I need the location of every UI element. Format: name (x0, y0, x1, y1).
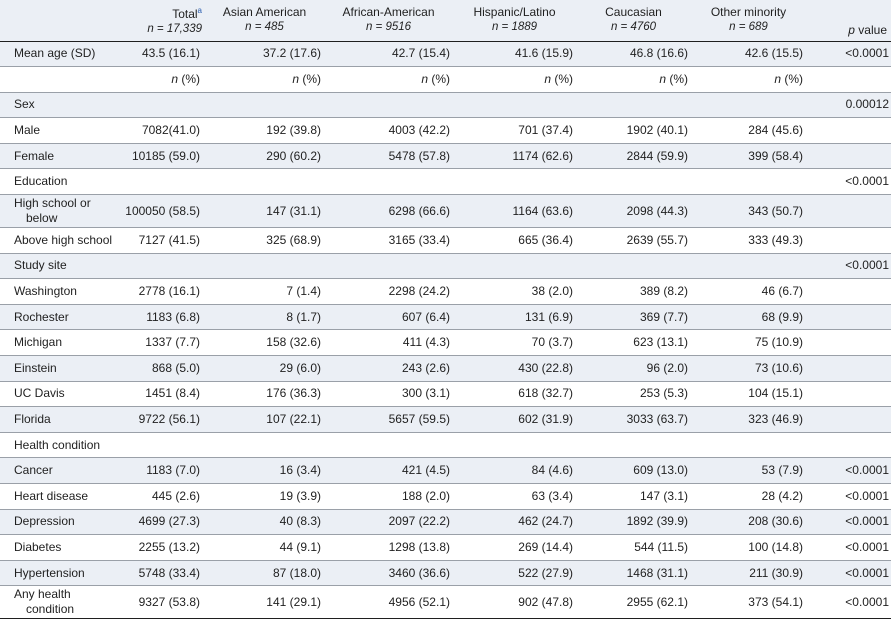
p-value-cell (809, 279, 891, 305)
table-cell: 192 (39.8) (266, 123, 321, 138)
table-cell: 607 (6.4) (401, 309, 450, 324)
table-cell: 1298 (13.8) (388, 539, 450, 554)
table-cell (694, 169, 809, 195)
table-cell: 399 (58.4) (748, 148, 803, 163)
p-value-cell (809, 228, 891, 254)
table-cell: 68 (9.9) (761, 309, 803, 324)
table-cell: 46.8 (16.6) (629, 46, 688, 61)
table-cell (120, 253, 208, 279)
table-cell: 609 (13.0) (633, 463, 688, 478)
table-cell: 343 (50.7) (748, 203, 803, 218)
table-cell: 2639 (55.7) (626, 232, 688, 247)
n-symbol: n (774, 71, 781, 86)
p-value-cell: 0.00012 (845, 97, 889, 112)
table-cell (327, 432, 456, 458)
table-row (0, 169, 891, 195)
p-italic: p (848, 22, 855, 37)
table-cell: 544 (11.5) (634, 539, 688, 554)
table-cell: 284 (45.6) (748, 123, 803, 138)
table-cell (694, 92, 809, 118)
table-cell: 2955 (62.1) (626, 594, 688, 609)
table-row (0, 228, 891, 254)
row-label-text: High school or (14, 196, 91, 211)
row-label (0, 509, 120, 535)
col-header-african-american (327, 0, 456, 41)
table-cell (120, 92, 208, 118)
row-label (0, 356, 120, 382)
p-value-cell (809, 356, 891, 382)
table-cell: 445 (2.6) (151, 488, 200, 503)
table-header (0, 0, 891, 41)
row-label (0, 41, 120, 67)
table-cell: 462 (24.7) (518, 514, 573, 529)
table-row (0, 484, 891, 510)
row-label (0, 253, 120, 279)
table-cell: 107 (22.1) (266, 412, 321, 427)
row-label-text: Male (14, 123, 41, 138)
row-label (0, 535, 120, 561)
table-cell: 40 (8.3) (279, 514, 321, 529)
table-cell: 2097 (22.2) (388, 514, 450, 529)
table-cell (579, 253, 694, 279)
row-label (0, 92, 120, 118)
table-cell: 1902 (40.1) (626, 123, 688, 138)
percent-label: (%) (781, 71, 803, 86)
col-header-caucasian (579, 0, 694, 41)
table-cell: 188 (2.0) (401, 488, 450, 503)
table-cell: 176 (36.3) (266, 386, 321, 401)
col-header-p-value (809, 0, 891, 41)
table-cell: 75 (10.9) (754, 335, 803, 350)
row-label-text: Female (14, 148, 55, 163)
table-row (0, 195, 891, 228)
table-cell (456, 253, 579, 279)
table-cell: 70 (3.7) (531, 335, 573, 350)
row-label (0, 67, 120, 93)
table-cell: 7127 (41.5) (138, 232, 200, 247)
p-value-cell: <0.0001 (845, 174, 889, 189)
table-row (0, 509, 891, 535)
table-cell (579, 432, 694, 458)
table-cell: 19 (3.9) (279, 488, 321, 503)
table-cell: 411 (4.3) (402, 335, 450, 350)
table-cell: 4956 (52.1) (388, 594, 450, 609)
table-cell (120, 67, 208, 93)
table-cell: 28 (4.2) (761, 488, 803, 503)
table-cell (208, 432, 327, 458)
table-cell: 104 (15.1) (748, 386, 803, 401)
table-cell: 618 (32.7) (518, 386, 573, 401)
col-title: Caucasian (605, 5, 662, 20)
table-cell: 701 (37.4) (518, 123, 573, 138)
row-label (0, 560, 120, 586)
table-cell: 1337 (7.7) (145, 335, 200, 350)
table-cell: 87 (18.0) (272, 565, 321, 580)
table-cell (456, 432, 579, 458)
col-title: Hispanic/Latino (473, 5, 556, 20)
p-value-cell: <0.0001 (845, 463, 889, 478)
p-value-cell (809, 143, 891, 169)
table-cell: 333 (49.3) (748, 232, 803, 247)
table-cell: 29 (6.0) (279, 360, 321, 375)
p-value-cell (809, 304, 891, 330)
table-cell: 290 (60.2) (266, 148, 321, 163)
table-row (0, 535, 891, 561)
table-cell: 84 (4.6) (531, 463, 573, 478)
table-cell: 2255 (13.2) (138, 539, 200, 554)
col-title: Total (172, 7, 198, 22)
p-value-cell: <0.0001 (845, 46, 889, 61)
table-cell: 96 (2.0) (646, 360, 688, 375)
col-title: Asian American (222, 5, 307, 20)
table-cell: 421 (4.5) (401, 463, 450, 478)
table-cell (208, 169, 327, 195)
row-label (0, 228, 120, 254)
table-cell (579, 169, 694, 195)
p-value-cell: <0.0001 (845, 514, 889, 529)
table-cell: 9722 (56.1) (138, 412, 200, 427)
table-cell: 5657 (59.5) (388, 412, 450, 427)
table-cell (208, 92, 327, 118)
row-label-text: Washington (14, 284, 77, 299)
table-cell: 46 (6.7) (761, 284, 803, 299)
table-cell: 373 (54.1) (748, 594, 803, 609)
table-cell: 37.2 (17.6) (262, 46, 321, 61)
table-cell (456, 169, 579, 195)
row-label-text: Heart disease (14, 488, 89, 503)
table-cell: 1468 (31.1) (626, 565, 688, 580)
row-label-text: Above high school (14, 232, 113, 247)
row-label (0, 586, 120, 619)
table-cell: 73 (10.6) (754, 360, 803, 375)
table-cell: 44 (9.1) (279, 539, 321, 554)
table-cell: 3033 (63.7) (626, 412, 688, 427)
table-cell: 211 (30.9) (749, 565, 803, 580)
p-value-cell: <0.0001 (845, 539, 889, 554)
table-cell: 10185 (59.0) (131, 148, 200, 163)
row-label-continuation: below (26, 211, 58, 226)
n-symbol: n (659, 71, 666, 86)
table-cell: 2844 (59.9) (626, 148, 688, 163)
table-cell: 2098 (44.3) (626, 203, 688, 218)
table-cell: 1183 (7.0) (146, 463, 200, 478)
table-cell: 623 (13.1) (633, 335, 688, 350)
row-label-text: Any health (14, 587, 71, 602)
n-symbol: n (544, 71, 551, 86)
table-cell: 1174 (62.6) (512, 148, 573, 163)
col-n: n = 9516 (365, 21, 412, 34)
table-cell: 522 (27.9) (518, 565, 573, 580)
p-value-cell: <0.0001 (845, 488, 889, 503)
table-cell: 42.6 (15.5) (744, 46, 803, 61)
table-body (0, 41, 891, 619)
table-row (0, 586, 891, 619)
table-cell (208, 67, 327, 93)
table-cell (327, 67, 456, 93)
header-row (0, 0, 891, 41)
table-row (0, 304, 891, 330)
table-cell: 8 (1.7) (286, 309, 321, 324)
table-cell: 665 (36.4) (518, 232, 573, 247)
row-label (0, 143, 120, 169)
table-row (0, 432, 891, 458)
row-label-text: Diabetes (14, 539, 62, 554)
table-cell (327, 169, 456, 195)
table-cell: 53 (7.9) (761, 463, 803, 478)
col-n: n = 1889 (491, 21, 538, 34)
row-label-continuation: condition (26, 602, 75, 617)
n-symbol: n (421, 71, 428, 86)
table-cell: 1164 (63.6) (512, 203, 573, 218)
n-symbol: n (292, 71, 299, 86)
row-label-text: Sex (14, 97, 35, 112)
table-cell: 2298 (24.2) (388, 284, 450, 299)
row-label-text: Study site (14, 258, 67, 273)
table-cell: 38 (2.0) (531, 284, 573, 299)
table-cell: 300 (3.1) (401, 386, 450, 401)
table-cell: 43.5 (16.1) (141, 46, 200, 61)
table-cell: 243 (2.6) (401, 360, 450, 375)
table-cell: 7 (1.4) (286, 284, 321, 299)
table-cell (694, 67, 809, 93)
col-title: African-American (342, 5, 435, 20)
row-label-text: Depression (14, 514, 75, 529)
table-cell: 141 (29.1) (266, 594, 321, 609)
p-value-cell: <0.0001 (845, 594, 889, 609)
table-cell: 4699 (27.3) (138, 514, 200, 529)
table-cell: 2778 (16.1) (138, 284, 200, 299)
p-value-cell: <0.0001 (845, 565, 889, 580)
table-cell: 430 (22.8) (518, 360, 573, 375)
row-label-text: Florida (14, 412, 51, 427)
row-label-text: Health condition (14, 437, 101, 452)
table-row (0, 253, 891, 279)
table-row (0, 279, 891, 305)
row-label-text: Rochester (14, 309, 69, 324)
percent-label: (%) (178, 71, 200, 86)
table-cell: 9327 (53.8) (138, 594, 200, 609)
row-label-text: Einstein (14, 360, 57, 375)
table-cell: 902 (47.8) (518, 594, 573, 609)
p-value-cell (809, 381, 891, 407)
table-cell: 42.7 (15.4) (391, 46, 450, 61)
p-value-cell (809, 330, 891, 356)
p-value-cell (809, 67, 891, 93)
table-row (0, 407, 891, 433)
p-value-label: value (854, 22, 887, 37)
table-cell: 100 (14.8) (748, 539, 803, 554)
col-header-other-minority (694, 0, 809, 41)
p-value-cell (809, 195, 891, 228)
row-label-text: UC Davis (14, 386, 65, 401)
p-value-cell: <0.0001 (845, 258, 889, 273)
table-cell: 5478 (57.8) (388, 148, 450, 163)
table-cell: 389 (8.2) (639, 284, 688, 299)
table-cell: 1892 (39.9) (626, 514, 688, 529)
table-cell (579, 92, 694, 118)
col-n: n = 17,339 (147, 23, 202, 36)
table-cell: 63 (3.4) (531, 488, 573, 503)
col-header-asian (208, 0, 327, 41)
table-cell: 269 (14.4) (518, 539, 573, 554)
table-cell: 5748 (33.4) (138, 565, 200, 580)
p-value-cell (809, 407, 891, 433)
col-title: Other minority (710, 5, 787, 20)
table-cell: 6298 (66.6) (388, 203, 450, 218)
table-cell: 100050 (58.5) (125, 203, 200, 218)
table-row (0, 92, 891, 118)
table-row (0, 118, 891, 144)
table-cell: 325 (68.9) (266, 232, 321, 247)
row-label (0, 279, 120, 305)
n-symbol: n (171, 71, 178, 86)
table-row (0, 41, 891, 67)
stub-header (0, 0, 120, 41)
table-cell: 41.6 (15.9) (514, 46, 573, 61)
row-label (0, 304, 120, 330)
table-row (0, 560, 891, 586)
footnote-marker: a (197, 6, 202, 16)
table-cell: 868 (5.0) (151, 360, 200, 375)
table-cell: 131 (6.9) (524, 309, 573, 324)
table-row (0, 381, 891, 407)
table-cell (456, 92, 579, 118)
table-cell (327, 92, 456, 118)
table-cell (694, 432, 809, 458)
row-label-text: Michigan (14, 335, 63, 350)
p-value-cell (809, 432, 891, 458)
table-cell: 1451 (8.4) (145, 386, 200, 401)
table-cell (456, 67, 579, 93)
table-row (0, 67, 891, 93)
table-cell: 253 (5.3) (639, 386, 688, 401)
table-row (0, 330, 891, 356)
table-row (0, 458, 891, 484)
percent-label: (%) (666, 71, 688, 86)
table-cell: 208 (30.6) (748, 514, 803, 529)
table-cell (120, 169, 208, 195)
row-label (0, 381, 120, 407)
table-cell (579, 67, 694, 93)
row-label (0, 195, 120, 228)
table-cell: 147 (31.1) (266, 203, 321, 218)
table-cell: 602 (31.9) (518, 412, 573, 427)
percent-label: (%) (428, 71, 450, 86)
percent-label: (%) (551, 71, 573, 86)
row-label (0, 407, 120, 433)
col-n: n = 485 (245, 21, 284, 34)
table-cell: 1183 (6.8) (146, 309, 200, 324)
table-cell (694, 253, 809, 279)
table-cell: 7082(41.0) (141, 123, 200, 138)
col-header-total (120, 0, 208, 41)
table-cell: 323 (46.9) (748, 412, 803, 427)
col-n: n = 689 (729, 21, 768, 34)
row-label (0, 169, 120, 195)
table-cell: 369 (7.7) (639, 309, 688, 324)
row-label-text: Cancer (14, 463, 53, 478)
table-cell: 147 (3.1) (639, 488, 688, 503)
row-label (0, 484, 120, 510)
table-row (0, 143, 891, 169)
table-cell (327, 253, 456, 279)
percent-label: (%) (299, 71, 321, 86)
row-label (0, 330, 120, 356)
table-cell: 16 (3.4) (279, 463, 321, 478)
table-cell: 3165 (33.4) (388, 232, 450, 247)
row-label (0, 118, 120, 144)
row-label (0, 432, 120, 458)
row-label-text: Mean age (SD) (14, 46, 96, 61)
table-cell (208, 253, 327, 279)
table-cell: 158 (32.6) (266, 335, 321, 350)
table-row (0, 356, 891, 382)
table-cell (120, 432, 208, 458)
table-cell: 3460 (36.6) (388, 565, 450, 580)
row-label (0, 458, 120, 484)
row-label-text: Education (14, 174, 68, 189)
row-label-text: Hypertension (14, 565, 85, 580)
col-header-hispanic (456, 0, 579, 41)
table-cell: 4003 (42.2) (388, 123, 450, 138)
col-n: n = 4760 (610, 21, 657, 34)
p-value-cell (809, 118, 891, 144)
